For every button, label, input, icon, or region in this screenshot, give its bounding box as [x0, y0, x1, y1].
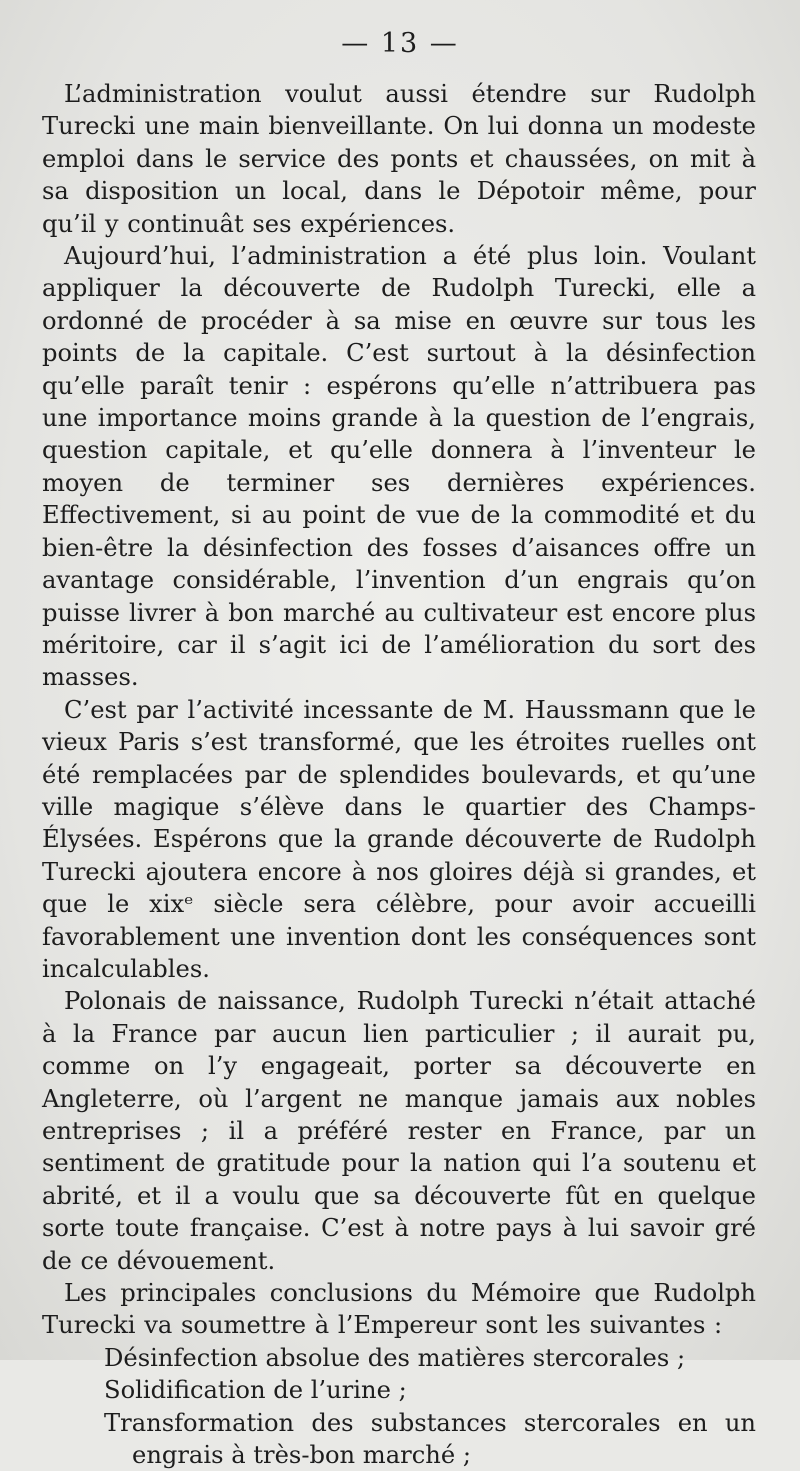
list-item: Solidification de l’urine ; [104, 1376, 407, 1405]
list-item: Transformation des substances stercorales en un engrais à très-bon marché ; [104, 1408, 756, 1470]
body-text [42, 78, 756, 1471]
paragraph-administration: L’administration voulut aussi étendre sur Rudolph Turecki une main bienveillante. On lui donna un modeste emploi dans le service des ponts et chaussées, on mit à sa disposition un local, dans le Dépotoir même, pour qu’il y continuât ses expériences. [42, 80, 756, 238]
paragraph-conclusions-intro: Les principales conclusions du Mémoire que Rudolph Turecki va soumettre à l’Empereur sont les suivantes : [42, 1279, 756, 1340]
paragraph-aujourdhui: Aujourd’hui, l’administration a été plus loin. Voulant appliquer la découverte de Rudolph Turecki, elle a ordonné de procéder à sa mise en œuvre sur tous les points de la capitale. C’est surtout à la désinfection qu’elle paraît tenir : espérons qu’elle n’attribuera pas une importance moins grande à la question de l’engrais, question capitale, et qu’elle donnera à l’inventeur le moyen de terminer ses dernières expériences. Effectivement, si au point de vue de la commodité et du bien-être la désinfection des fosses d’aisances offre un avantage considérable, l’invention d’un engrais qu’on puisse livrer à bon marché au cultivateur est encore plus méritoire, car il s’agit ici de l’amélioration du sort des masses. [42, 242, 756, 692]
conclusions-list [42, 1342, 756, 1471]
paragraph-haussmann: C’est par l’activité incessante de M. Haussmann que le vieux Paris s’est transformé, que les étroites ruelles ont été remplacées par de splendides boulevards, et qu’une ville magique s’élève dans le quartier des Champs-Élysées. Espérons que la grande découverte de Rudolph Turecki ajoutera encore à nos gloires déjà si grandes, et que le xixᵉ siècle sera célèbre, pour avoir accueilli favorablement une invention dont les conséquences sont incalculables. [42, 695, 756, 983]
list-item: Désinfection absolue des matières stercorales ; [104, 1343, 686, 1372]
page-number: — 13 — [341, 28, 459, 59]
paragraph-polonais: Polonais de naissance, Rudolph Turecki n’était attaché à la France par aucun lien particulier ; il aurait pu, comme on l’y engageait, porter sa découverte en Angleterre, où l’argent ne manque jamais aux nobles entreprises ; il a préféré rester en France, par un sentiment de gratitude pour la nation qui l’a soutenu et abrité, et il a voulu que sa découverte fût en quelque sorte toute française. C’est à notre pays à lui savoir gré de ce dévouement. [42, 987, 756, 1275]
